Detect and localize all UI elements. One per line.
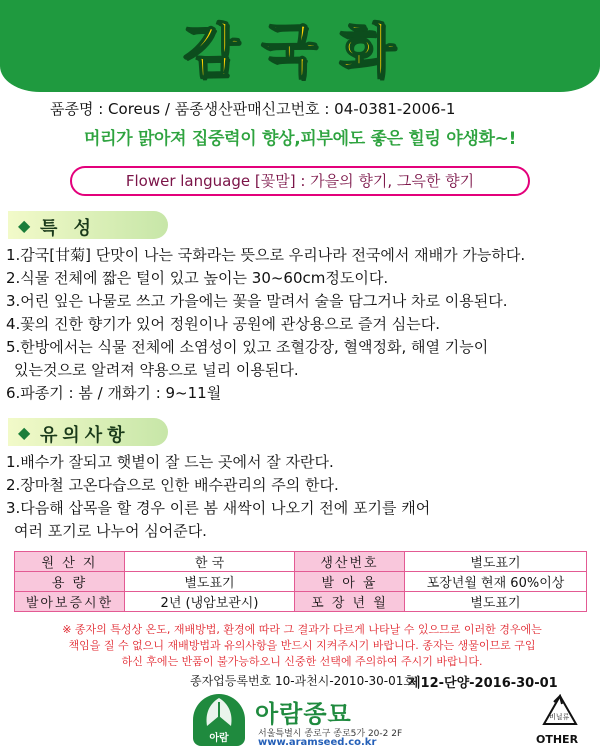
features-list	[6, 244, 596, 405]
table-cell: 별도표기	[405, 592, 587, 612]
list-item: 2.장마철 고온다습으로 인한 배수관리의 주의 한다.	[6, 476, 339, 494]
leaf-icon	[193, 694, 245, 734]
table-cell: 한 국	[125, 552, 295, 572]
table-cell: 2년 (냉암보관시)	[125, 592, 295, 612]
list-item: 여러 포기로 나누어 심어준다.	[14, 522, 207, 540]
table-cell: 발 아 율	[295, 572, 405, 592]
table-row	[15, 592, 587, 612]
recycle-other-label: OTHER	[536, 733, 579, 746]
title-banner	[0, 0, 600, 92]
list-item: 2.식물 전체에 짧은 털이 있고 높이는 30~60cm정도이다.	[6, 269, 389, 287]
product-title: 감국화	[182, 17, 418, 85]
info-table	[14, 551, 587, 612]
brand-name: 아람종묘	[255, 700, 352, 728]
flower-language: Flower language [꽃말] : 가을의 향기, 그윽한 향기	[70, 166, 530, 196]
table-cell: 별도표기	[125, 572, 295, 592]
warning-line: 하신 후에는 반품이 불가능하오니 신중한 선택에 주의하여 주시기 바랍니다.	[121, 655, 483, 668]
diamond-icon: ◆	[18, 216, 31, 235]
warning-line: 책임을 질 수 없으니 재배방법과 유의사항을 반드시 지켜주시기 바랍니다. 종자는 생물이므로 구입	[68, 639, 536, 652]
list-item: 있는것으로 알려져 약용으로 널리 이용된다.	[14, 361, 299, 379]
table-row	[15, 552, 587, 572]
aram-logo-icon	[193, 694, 245, 746]
recycle-label: 비닐류	[549, 713, 570, 721]
cautions-list	[6, 451, 596, 543]
list-item: 1.배수가 잘되고 햇볕이 잘 드는 곳에서 잘 자란다.	[6, 453, 334, 471]
diamond-icon: ◆	[18, 423, 31, 442]
features-heading	[8, 211, 168, 239]
warning-notice	[12, 622, 592, 670]
list-item: 1.감국[甘菊] 단맛이 나는 국화라는 뜻으로 우리나라 전국에서 재배가 가능하다.	[6, 246, 526, 264]
registration-number: 종자업등록번호 10-과천시-2010-30-01호	[190, 674, 415, 688]
table-cell: 포 장 년 월	[295, 592, 405, 612]
cautions-heading-label: 유의사항	[40, 425, 130, 446]
variety-info: 품종명 : Coreus / 품종생산판매신고번호 : 04-0381-2006-1	[50, 100, 456, 118]
table-cell: 발아보증시한	[15, 592, 125, 612]
features-heading-label: 특 성	[40, 218, 97, 239]
table-cell: 원 산 지	[15, 552, 125, 572]
certification-number: 제12-단양-2016-30-01	[408, 676, 558, 691]
list-item: 6.파종기 : 봄 / 개화기 : 9~11월	[6, 384, 222, 402]
list-item: 5.한방에서는 식물 전체에 소염성이 있고 조혈강장, 혈액정화, 해열 기능이	[6, 338, 489, 356]
table-cell: 별도표기	[405, 552, 587, 572]
table-row	[15, 572, 587, 592]
table-cell: 용 량	[15, 572, 125, 592]
cautions-heading	[8, 418, 168, 446]
warning-line: ※ 종자의 특성상 온도, 재배방법, 환경에 따라 그 결과가 다르게 나타날 수 있으므로 이러한 경우에는	[62, 623, 542, 636]
logo-text: 아람	[209, 733, 229, 744]
website-link[interactable]: www.aramseed.co.kr	[258, 737, 377, 748]
table-cell: 포장년월 현재 60%이상	[405, 572, 587, 592]
slogan: 머리가 맑아져 집중력이 향상,피부에도 좋은 힐링 야생화~!	[83, 129, 517, 149]
company-address: 서울특별시 종로구 종로5가 20-2 2F	[258, 729, 403, 739]
list-item: 3.다음해 삽목을 할 경우 이른 봄 새싹이 나오기 전에 포기를 캐어	[6, 499, 431, 517]
table-cell: 생산번호	[295, 552, 405, 572]
list-item: 3.어린 잎은 나물로 쓰고 가을에는 꽃을 말려서 술을 담그거나 차로 이용된다.	[6, 292, 508, 310]
list-item: 4.꽃의 진한 향기가 있어 정원이나 공원에 관상용으로 즐겨 심는다.	[6, 315, 440, 333]
